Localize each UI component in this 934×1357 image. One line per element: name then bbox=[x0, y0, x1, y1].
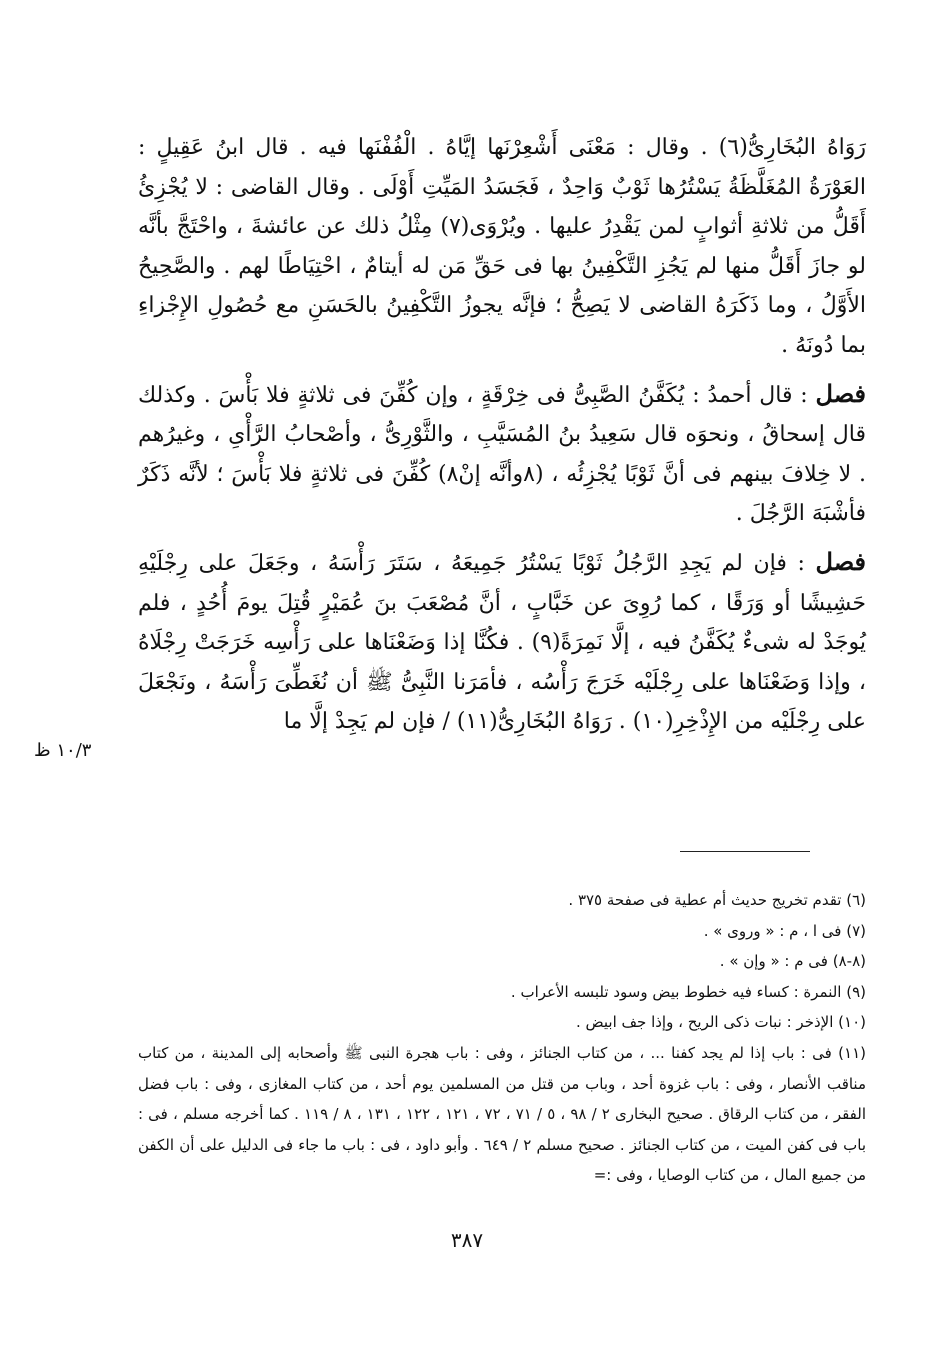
margin-manuscript-reference: ١٠/٣ ظ bbox=[34, 740, 92, 761]
main-text-block bbox=[138, 128, 866, 742]
paragraph: رَوَاهُ البُخَارِىُّ(٦) . وقال : مَعْنَى أَشْعِرْنَها إيَّاهُ . الْفُفْنَها فيه . قال ابنُ عَقِيلٍ : العَوْرَةُ المُغَلَّظَةُ يَسْتُرُها ثَوْبٌ وَاحِدٌ ، فَجَسَدُ المَيِّتِ أَوْلَى . وقال القاضى : لا يُجْزِئُ أَقَلُّ من ثلاثةِ أثوابٍ لمن يَقْدِرُ عليها . ويُرْوَى(٧) مِثْلُ ذلك عن عائشةَ ، واحْتَجَّ بأنَّه لو جازَ أَقَلُّ منها لم يَجُزِ التَّكْفِينُ بها فى حَقِّ مَن له أيتامٌ ، احْتِيَاطًا لهم . والصَّحِيحُ الأَوَّلُ ، وما ذَكَرَهُ القاضى لا يَصِحُّ ؛ فإنَّه يجوزُ التَّكْفِينُ بالحَسَنِ مع حُصُولِ الإِجْزاءِ بما دُونَهُ . bbox=[138, 135, 866, 358]
page-number: ٣٨٧ bbox=[450, 1228, 484, 1252]
fasl-paragraph bbox=[138, 374, 866, 534]
footnote: (٦) تقدم تخريج حديث أم عطية فى صفحة ٣٧٥ . bbox=[568, 891, 866, 909]
section-heading: فصل bbox=[815, 546, 866, 576]
footnote: (٧) فى ا ، م : « وروى » . bbox=[703, 921, 866, 940]
footnote: (٩) النمرة : كساء فيه خطوط بيض وسود تلبسه الأعراب . bbox=[510, 982, 866, 1001]
footnotes-block bbox=[138, 885, 866, 1191]
paragraph-text: : قال أحمدُ : يُكَفَّنُ الصَّبِىُّ فى خِرْقَةٍ ، وإن كُفِّنَ فى ثلاثةٍ فلا بَأْسَ . وكذلك قال إسحاقُ ، ونحوَه قال سَعِيدُ بنُ المُسَيَّبِ ، والثَّوْرِىُّ ، وأصْحابُ الرَّأْىِ ، وغيرُهم . لا خِلافَ بينهم فى أنَّ ثَوْبًا يُجْزِئُه ، (٨وأنَّه إنْ٨) كُفِّنَ فى ثلاثةٍ فلا بَأْسَ ؛ لأنَّه ذَكَرٌ فأشْبَهَ الرَّجُلَ . bbox=[138, 382, 866, 527]
footnote: (١٠) الإذخر : نبات ذكى الريح ، وإذا جف ابيض . bbox=[575, 1013, 866, 1032]
footnote: (١١) فى : باب إذا لم يجد كفنا ... ، من كتاب الجنائز ، وفى : باب هجرة النبى ﷺ وأصحابه إلى المدينة ، من كتاب مناقب الأنصار ، وفى : باب غزوة أحد ، وباب من قتل من المسلمين يوم أحد ، من كتاب المغازى ، وفى : باب فضل الفقر ، من كتاب الرقاق . صحيح البخارى ٢ / ٩٨ ، ٥ / ٧١ ، ٧٢ ، ١٢١ ، ١٢٢ ، ١٣١ ، ٨ / ١١٩ . كما أخرجه مسلم ، فى : باب فى كفن الميت ، من كتاب الجنائز . صحيح مسلم ٢ / ٦٤٩ . وأبو داود ، فى : باب ما جاء فى الدليل على أن الكفن من جميع المال ، من كتاب الوصايا ، وفى := bbox=[138, 1043, 867, 1185]
footnote-divider bbox=[680, 851, 810, 852]
paragraph-text: : فإن لم يَجِدِ الرَّجُلُ ثَوْبًا يَسْتُرُ جَمِيعَهُ ، سَتَرَ رَأْسَهُ ، وجَعَلَ على رِجْلَيْهِ حَشِيشًا أو وَرَقًا ، كما رُوِىَ عن خَبَّابٍ ، أنَّ مُصْعَبَ بنَ عُمَيْرٍ قُتِلَ يومَ أُحُدٍ ، فلم يُوجَدْ له شىءٌ يُكَفَّنُ فيه ، إلَّا نَمِرَةً(٩) . فكُنَّا إذا وَضَعْنَاها على رَأْسِه خَرَجَتْ رِجْلَاهُ ، وإذا وَضَعْنَاها على رِجْلَيْه خَرَجَ رَأْسُه ، فأمَرَنا النَّبِىُّ ﷺ أن نُغَطِّىَ رَأْسَهُ ، ونَجْعَلَ على رِجْلَيْه من الإِذْخِرِ(١٠) . رَوَاهُ البُخَارِىُّ(١١) / فإن لم يَجِدْ إلَّا ما bbox=[138, 550, 866, 735]
footnote: (٨-٨) فى م : « وإن » . bbox=[719, 952, 866, 971]
section-heading: فصل bbox=[815, 378, 866, 408]
fasl-paragraph bbox=[138, 542, 866, 742]
